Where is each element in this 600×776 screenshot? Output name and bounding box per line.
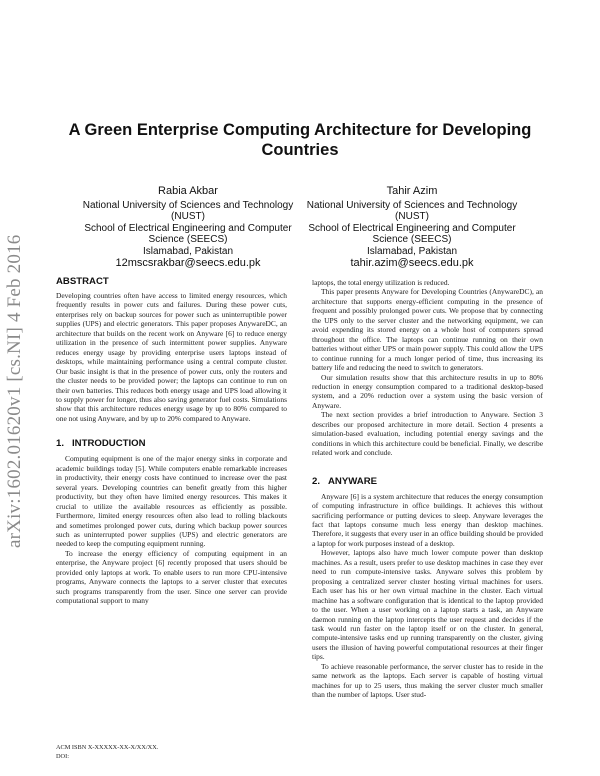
left-column [56,276,287,606]
abstract-text: Developing countries often have access to limited energy resources, which frequently results in power cuts and failures. During these power cuts, enterprises rely on backup sources for power such as uninterruptible power supplies (UPS) and electric generators. This paper proposes AnywareDC, an architecture that builds on the recent work on Anyware [6] to reduce energy utilization in the presence of such intermittent power supplies. Anyware reduces energy usage by providing enterprise users laptops instead of desktops, while maintaining performance using a central compute cluster. Our basic insight is that in the presence of power cuts, only the routers and the cluster needs to be provided power; the laptops can continue to run on their own batteries. This reduces both energy usage and UPS load allowing it to supply power for longer, thus also saving generator fuel costs. Simulations show that this architecture reduces energy usage by up to 80% compared to one not using Anyware, and by up to 20% compared to Anyware. [56,291,287,423]
author-email: 12mscsrakbar@seecs.edu.pk [115,256,261,269]
affiliation-line: School of Electrical Engineering and Computer [308,222,516,234]
paragraph: Anyware [6] is a system architecture that reduces the energy consumption of computing infrastructure in office buildings. It achieves this without sacrificing performance or putting devices to sleep. Anyware leverages the fact that laptops consume much less energy than desktop machines. Therefore, it suggests that every user in an office building should be provided a laptop for work purposes instead of a desktop. [312,491,543,548]
section-title: INTRODUCTION [72,438,146,450]
affiliation-line: National University of Sciences and Technology [82,199,294,211]
paragraph: This paper presents Anyware for Developing Countries (AnywareDC), an architecture that supports energy-efficient computing in the presence of frequent and possibly prolonged power cuts. We propose that by connecting the UPS only to the server cluster and the networking equipment, we can avoid expending its stored energy on a whole host of computers spread throughout the office. The laptops can continue running on their own batteries without either UPS or main power supply. This could allow the UPS to continue running for a much longer period of time, thus increasing its battery life and reducing the need to switch to generators. [312,287,543,373]
affiliation-line: Science (SEECS) [372,234,452,246]
abstract-heading: ABSTRACT [56,276,109,287]
author-block-2 [297,186,527,269]
paragraph: To increase the energy efficiency of computing equipment in an enterprise, the Anyware project [6] recently proposed that users should be provided only laptops at work. To enable users to run more CPU-intensive programs, Anyware connects the laptops to a server cluster that executes such programs transparently from the user. Since one server can provide computational support to many [56,548,287,606]
affiliation-line: Islamabad, Pakistan [366,245,458,257]
introduction-heading [56,438,287,450]
paragraph: However, laptops also have much lower compute power than desktop machines. As a result, users prefer to use desktop machines in case they ever need to run compute-intensive tasks. Anyware solves this problem by proposing a centralized server cluster hosting virtual machines for users. Each user has his or her own virtual machine in the cluster. Each virtual machine has a software configuration that is identical to the laptop provided to the user. When a user working on a laptop starts a task, an Anyware daemon running on the laptop intercepts the user request and decides if the task would run faster on the laptop itself or on the cluster. In general, compute-intensive tasks end up running transparently on the cluster, giving users the illusion of having powerful computational resources at their finger tips. [312,548,543,662]
section-title: ANYWARE [328,475,378,487]
arxiv-stamp: arXiv:1602.01620v1 [cs.NI] 4 Feb 2016 [4,234,25,548]
affiliation-line: (NUST) [171,211,205,223]
section-number: 2. [312,475,321,487]
author-block-1 [73,186,303,269]
paper-title: A Green Enterprise Computing Architecture for Developing Countries [68,121,532,159]
affiliation-line: (NUST) [395,211,429,223]
anyware-heading [312,476,543,488]
footer-isbn: ACM ISBN X-XXXXX-XX-X/XX/XX. [56,744,159,751]
affiliation-line: Science (SEECS) [148,234,228,246]
author-name: Tahir Azim [386,185,438,197]
paragraph: laptops, the total energy utilization is reduced. [312,278,450,287]
paragraph: The next section provides a brief introduction to Anyware. Section 3 describes our proposed architecture in more detail. Section 4 presents a simulation-based evaluation, including potential energy savings and the conditions in which this architecture could be beneficial. Finally, we describe related work and conclude. [312,410,543,458]
author-name: Rabia Akbar [158,185,218,197]
paragraph: To achieve reasonable performance, the server cluster has to reside in the same network as the laptops. Each server is capable of hosting virtual machines for up to 25 users, thus making the server cluster much smaller than the number of laptops. User stud- [312,661,543,700]
affiliation-line: School of Electrical Engineering and Computer [84,222,292,234]
affiliation-line: National University of Sciences and Technology [306,199,518,211]
right-column [312,278,543,700]
footer-doi: DOI: [56,752,69,760]
paragraph: Our simulation results show that this architecture results in up to 80% reduction in energy consumption compared to a traditional desktop-based system, and a 20% reduction over a system using the basic version of Anyware. [312,372,543,410]
section-number: 1. [56,438,65,450]
affiliation-line: Islamabad, Pakistan [142,245,234,257]
paragraph: Computing equipment is one of the major energy sinks in corporate and academic buildings today [5]. While computers enable remarkable increases in productivity, their energy costs have continued to increase over the past several years. Developing countries can benefit greatly from this higher productivity, but they often have limited energy resources. This makes it crucial to utilize the available resources as efficiently as possible. Furthermore, limited energy resources often also lead to rolling blackouts and sometimes prolonged power cuts, during which backup power sources such as uninterrupted power supplies (UPS) and electric generators are needed to keep the computing equipment running. [56,454,287,549]
author-email: tahir.azim@seecs.edu.pk [350,256,474,269]
footer [56,744,158,761]
